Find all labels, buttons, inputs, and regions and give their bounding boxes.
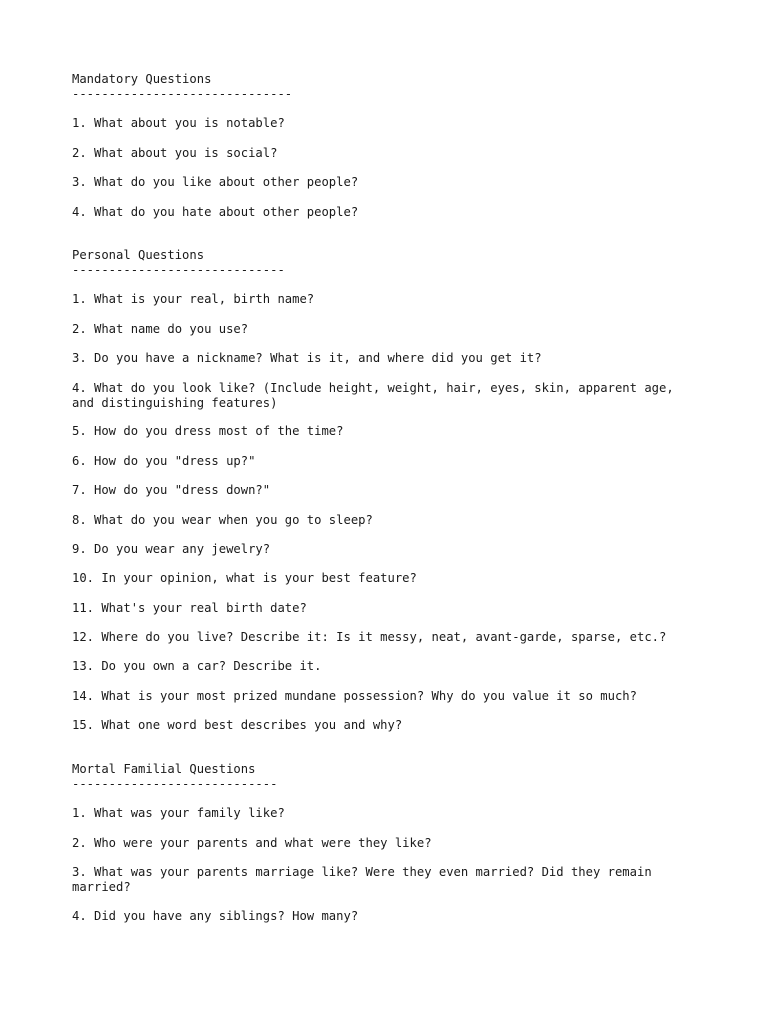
question-item: 2. Who were your parents and what were they like?: [72, 836, 432, 850]
section-title-mortal-familial: Mortal Familial Questions: [72, 762, 256, 776]
question-item: 6. How do you "dress up?": [72, 454, 256, 468]
question-item: 4. What do you hate about other people?: [72, 205, 359, 219]
section-title-mandatory: Mandatory Questions: [72, 72, 212, 86]
section-rule-mortal-familial: ----------------------------: [72, 777, 278, 791]
question-item: 7. How do you "dress down?": [72, 483, 271, 497]
question-item: 10. In your opinion, what is your best feature?: [72, 571, 417, 585]
question-item: 14. What is your most prized mundane possession? Why do you value it so much?: [72, 689, 637, 703]
question-item: 1. What was your family like?: [72, 806, 285, 820]
question-item: 2. What name do you use?: [72, 322, 249, 336]
question-item: 5. How do you dress most of the time?: [72, 424, 344, 438]
question-item: 11. What's your real birth date?: [72, 601, 307, 615]
section-rule-mandatory: ------------------------------: [72, 87, 293, 101]
question-item: 1. What is your real, birth name?: [72, 292, 315, 306]
question-item: 13. Do you own a car? Describe it.: [72, 659, 322, 673]
question-item: 2. What about you is social?: [72, 146, 278, 160]
question-item: 3. Do you have a nickname? What is it, and where did you get it?: [72, 351, 542, 365]
section-rule-personal: -----------------------------: [72, 263, 285, 277]
question-item: 3. What was your parents marriage like? Were they even married? Did they remain married?: [72, 865, 652, 894]
question-item: 12. Where do you live? Describe it: Is it messy, neat, avant-garde, sparse, etc.?: [72, 630, 667, 644]
question-item: 4. Did you have any siblings? How many?: [72, 909, 359, 923]
question-item: 15. What one word best describes you and why?: [72, 718, 403, 732]
question-item: 1. What about you is notable?: [72, 116, 285, 130]
question-item: 3. What do you like about other people?: [72, 175, 359, 189]
question-item: 9. Do you wear any jewelry?: [72, 542, 271, 556]
section-title-personal: Personal Questions: [72, 248, 205, 262]
question-item: 4. What do you look like? (Include height, weight, hair, eyes, skin, apparent age, and distinguishing features): [72, 381, 674, 410]
question-item: 8. What do you wear when you go to sleep?: [72, 513, 373, 527]
